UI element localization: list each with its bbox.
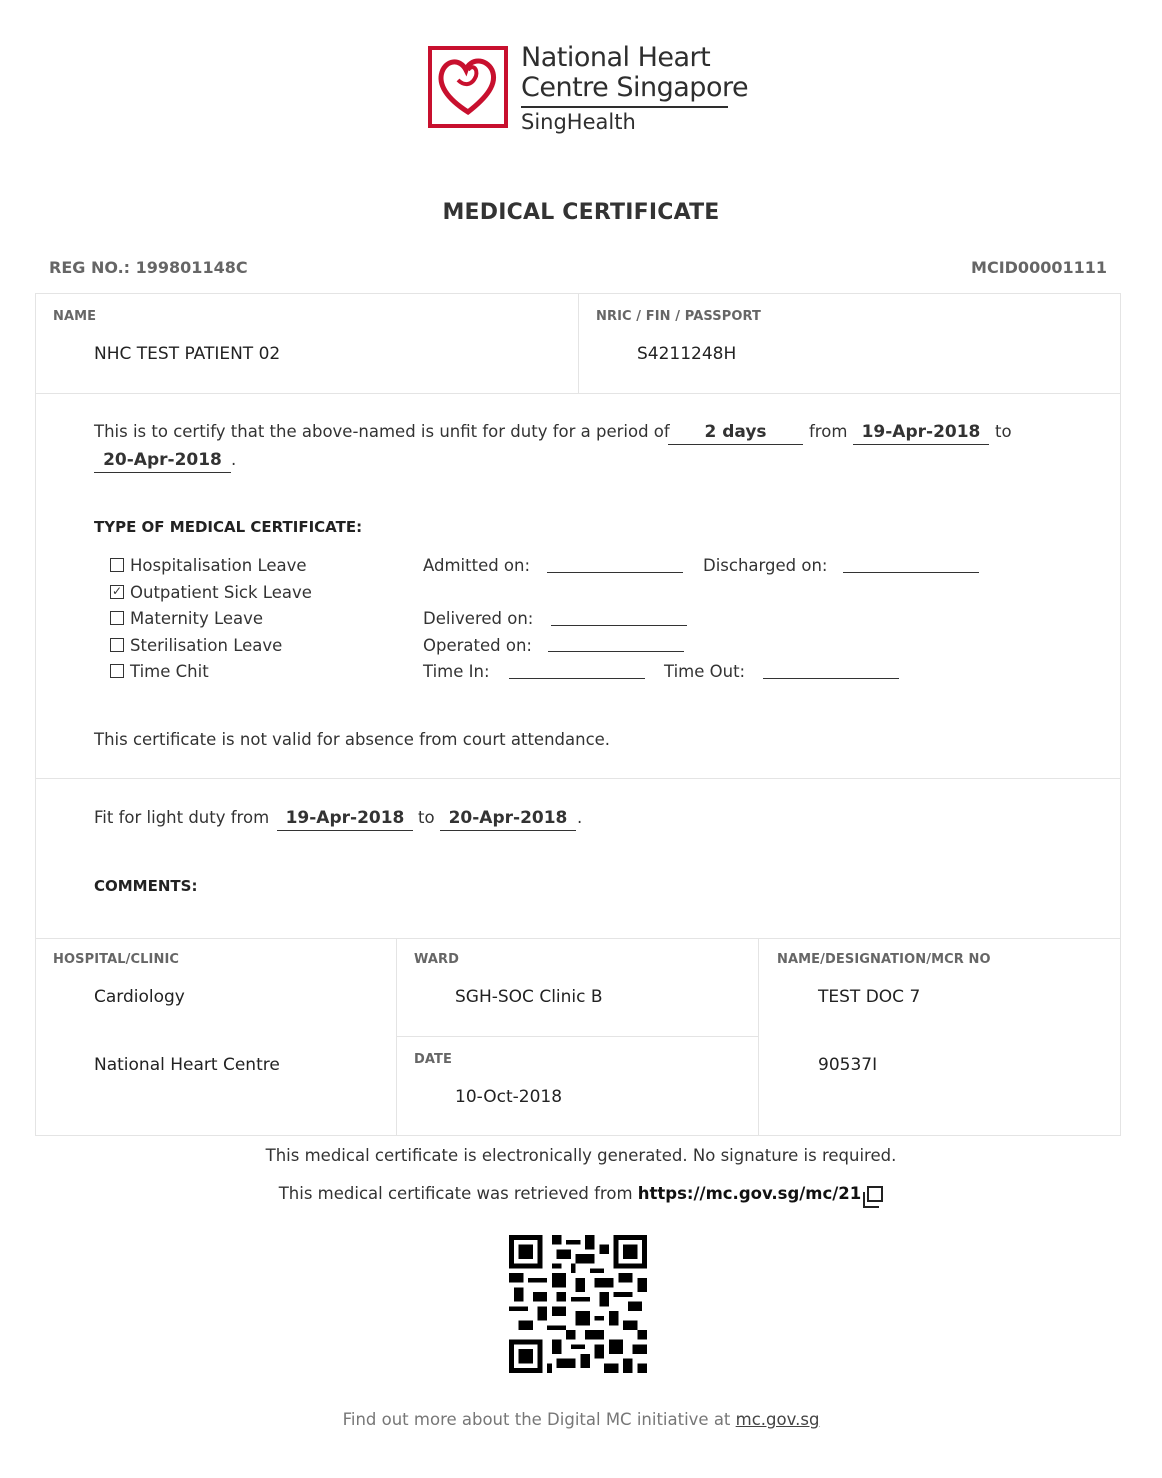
light-duty-end: . [577,808,583,827]
sterilisation-checkbox[interactable] [110,638,124,652]
divider [396,1036,758,1037]
divider [578,293,579,393]
sentence-end: . [231,450,237,469]
doctor-name: TEST DOC 7 [818,987,921,1007]
leave-to-date: 20-Apr-2018 [94,448,231,473]
comments-label: COMMENTS: [94,877,198,895]
certify-text: This is to certify that the above-named is unfit for duty for a period of [94,422,670,441]
id-label: NRIC / FIN / PASSPORT [596,309,761,324]
operated-label: Operated on: [423,636,532,655]
patient-id: S4211248H [637,344,737,364]
court-note: This certificate is not valid for absence from court attendance. [94,730,611,749]
outpatient-label: Outpatient Sick Leave [130,583,312,602]
admitted-label: Admitted on: [423,556,531,575]
nhcs-logo-icon [428,46,508,128]
divider [35,393,1121,394]
admitted-blank [547,572,683,573]
delivered-label: Delivered on: [423,609,534,628]
light-duty-to-label: to [418,808,435,827]
divider [35,778,1121,779]
mc-id: MCID00001111 [971,258,1107,277]
discharged-label: Discharged on: [703,556,828,575]
time-out-blank [763,678,899,679]
retrieved-prefix: This medical certificate was retrieved from [278,1184,633,1203]
find-out-more [0,1410,1162,1429]
operated-blank [548,651,684,652]
time-in-label: Time In: [423,662,490,681]
discharged-blank [843,572,979,573]
hospital-label: HOSPITAL/CLINIC [53,952,180,967]
time-chit-label: Time Chit [130,662,209,681]
outpatient-checkbox[interactable]: ✓ [111,584,123,598]
retrieved-line [0,1184,1162,1203]
hospital-dept: Cardiology [94,987,185,1007]
find-out-prefix: Find out more about the Digital MC initiative at [342,1410,731,1429]
light-duty-text: Fit for light duty from [94,808,270,827]
name-label: NAME [53,309,97,324]
type-heading: TYPE OF MEDICAL CERTIFICATE: [94,518,363,536]
ward-value: SGH-SOC Clinic B [455,987,603,1007]
maternity-checkbox[interactable] [110,611,124,625]
date-label: DATE [414,1052,452,1067]
electronic-note: This medical certificate is electronically generated. No signature is required. [265,1146,897,1165]
qr-code-icon [509,1235,647,1373]
hospitalisation-checkbox[interactable] [110,558,124,572]
hospitalisation-label: Hospitalisation Leave [130,556,307,575]
logo-line-3: SingHealth [521,110,636,134]
to-label: to [995,422,1012,441]
light-duty-to: 20-Apr-2018 [440,806,576,831]
copy-icon[interactable] [867,1186,883,1202]
delivered-blank [551,625,687,626]
time-in-blank [509,678,645,679]
retrieved-url[interactable]: https://mc.gov.sg/mc/21 [637,1184,862,1203]
reg-no: REG NO.: 199801148C [49,258,248,277]
logo-divider [521,106,728,108]
light-duty-from: 19-Apr-2018 [277,806,413,831]
ward-label: WARD [414,952,460,967]
mcr-no: 90537I [818,1055,878,1075]
sterilisation-label: Sterilisation Leave [130,636,283,655]
patient-name: NHC TEST PATIENT 02 [94,344,281,364]
from-label: from [809,422,848,441]
logo-line-2: Centre Singapore [521,72,749,103]
time-out-label: Time Out: [664,662,746,681]
divider [758,938,759,1136]
time-chit-checkbox[interactable] [110,664,124,678]
divider [396,938,397,1136]
page-title: MEDICAL CERTIFICATE [442,200,720,225]
logo-line-1: National Heart [521,42,711,73]
maternity-label: Maternity Leave [130,609,264,628]
leave-period: 2 days [668,420,803,445]
leave-from-date: 19-Apr-2018 [853,420,989,445]
doctor-label: NAME/DESIGNATION/MCR NO [777,952,991,967]
issue-date: 10-Oct-2018 [455,1087,563,1107]
mc-gov-link[interactable]: mc.gov.sg [735,1410,820,1429]
hospital-name: National Heart Centre [94,1055,280,1075]
divider [35,938,1121,939]
